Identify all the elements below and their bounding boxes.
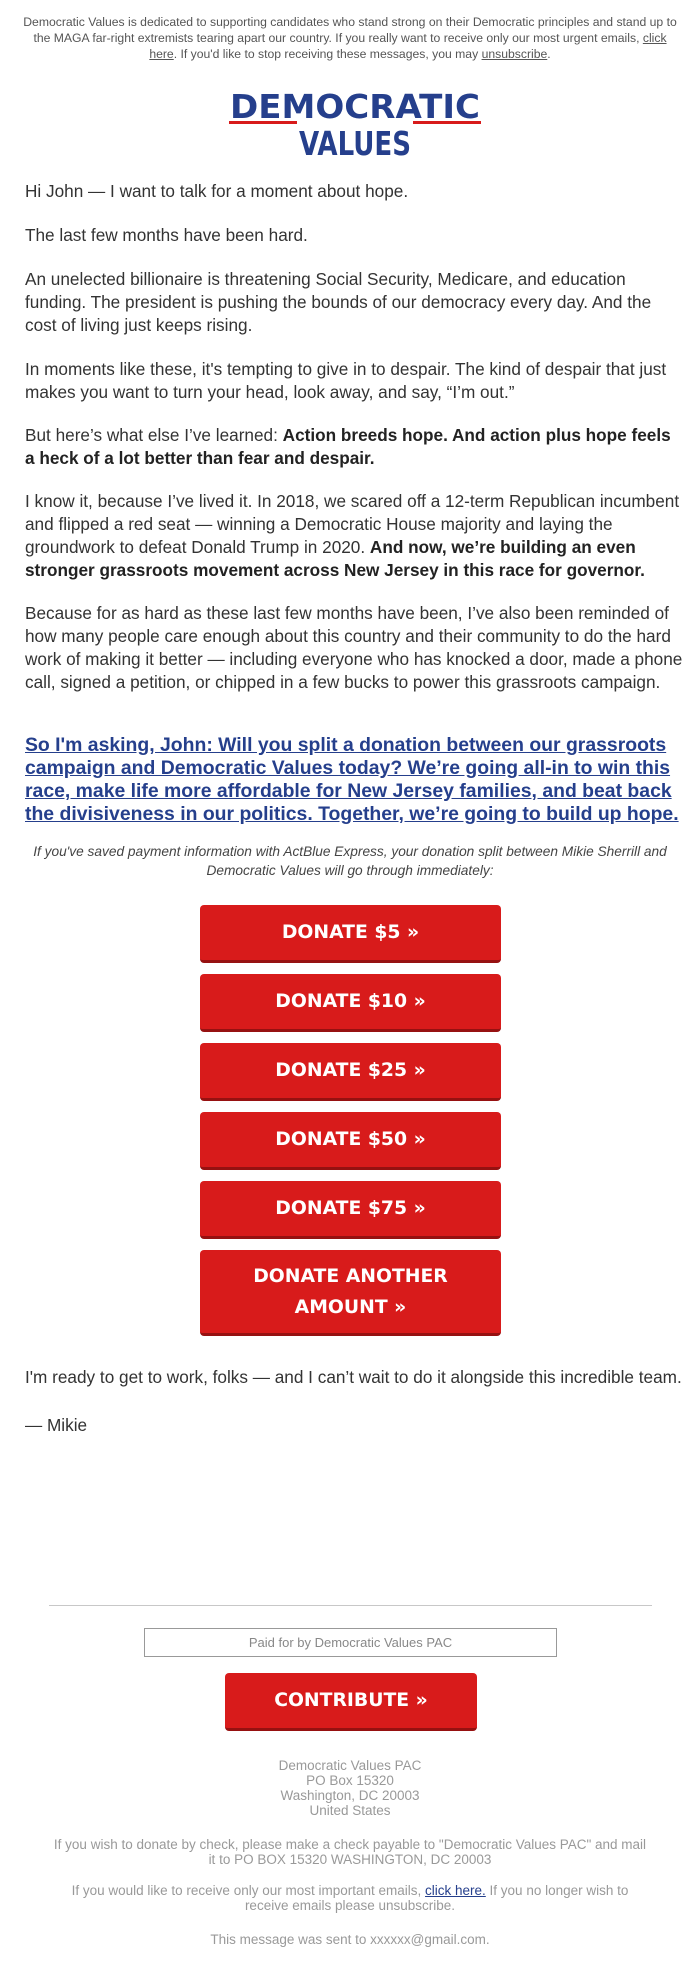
donate-25-button[interactable]: DONATE $25 » [200, 1043, 501, 1101]
closing-paragraph: I'm ready to get to work, folks — and I can’t wait to do it alongside this incredible team. [25, 1367, 682, 1387]
email-preferences-note [50, 1883, 650, 1913]
address-line: United States [309, 1803, 391, 1818]
paragraph-2: The last few months have been hard. [25, 225, 308, 245]
urgent-emails-link[interactable]: click here [149, 31, 667, 61]
paragraph-7: Because for as hard as these last few months have been, I’ve also been reminded of how many people care enough about this country and their community to do the hard work of making it better — including everyone who has knocked a door, made a phone call, signed a petition, or chipped in a few bucks to power this grassroots campaign. [25, 603, 683, 692]
email-preferences-text: If you would like to receive only our most important emails, [71, 1883, 426, 1898]
address-line: PO Box 15320 [306, 1773, 394, 1788]
address-line: Washington, DC 20003 [280, 1788, 420, 1803]
preheader [20, 14, 680, 62]
donation-ask-link[interactable]: So I'm asking, John: Will you split a donation between our grassroots campaign and Democratic Values today? We’re going all-in to win this race, make life more affordable for New Jersey families, and beat back the divisiveness in our politics. Together, we’re going to build up hope. [25, 734, 679, 825]
actblue-note: If you've saved payment information with ActBlue Express, your donation split between Mikie Sherrill and Democratic Values will go through immediately: [33, 844, 667, 878]
important-emails-link[interactable]: click here. [425, 1883, 486, 1898]
donation-ask [25, 734, 685, 826]
paid-for-disclaimer: Paid for by Democratic Values PAC [144, 1628, 557, 1657]
donate-50-button[interactable]: DONATE $50 » [200, 1112, 501, 1170]
donate-10-button[interactable]: DONATE $10 » [200, 974, 501, 1032]
democratic-values-logo [227, 88, 483, 160]
address-line: Democratic Values PAC [278, 1758, 422, 1773]
paragraph-4: In moments like these, it's tempting to give in to despair. The kind of despair that just makes you want to turn your head, look away, and say, “I’m out.” [25, 359, 667, 402]
donate-75-button[interactable]: DONATE $75 » [200, 1181, 501, 1239]
preheader-text-end: . [547, 47, 551, 61]
logo-line1: DEMOCRATIC [230, 88, 480, 126]
logo-line2: VALUES [299, 124, 411, 160]
paragraph-5 [25, 424, 683, 470]
paragraph-6-bold: And now, we’re building an even stronger grassroots movement across New Jersey in this race for governor. [25, 537, 645, 580]
paragraph-6 [25, 490, 683, 582]
mailing-address [50, 1758, 650, 1818]
email-preferences-text-end: If you no longer wish to receive emails please unsubscribe. [244, 1883, 629, 1913]
preheader-text-middle: . If you'd like to stop receiving these messages, you may [173, 47, 482, 61]
contribute-button[interactable]: CONTRIBUTE » [225, 1673, 477, 1731]
unsubscribe-link[interactable]: unsubscribe [481, 47, 548, 61]
donate-5-button[interactable]: DONATE $5 » [200, 905, 501, 963]
signoff: — Mikie [25, 1415, 88, 1435]
donate-other-amount-button[interactable]: DONATE ANOTHER AMOUNT » [200, 1250, 501, 1336]
paragraph-5-text: But here’s what else I’ve learned: [25, 425, 283, 445]
paragraph-3: An unelected billionaire is threatening Social Security, Medicare, and education funding. The president is pushing the bounds of our democracy every day. And the cost of living just keeps rising. [25, 269, 652, 335]
paragraph-5-bold: Action breeds hope. And action plus hope feels a heck of a lot better than fear and despair. [25, 425, 671, 468]
footer-divider [49, 1605, 652, 1606]
preheader-text: Democratic Values is dedicated to supporting candidates who stand strong on their Democratic principles and stand up to the MAGA far-right extremists tearing apart our country. If you really want to receive only our most urgent emails, [23, 15, 677, 45]
greeting: Hi John — I want to talk for a moment about hope. [25, 181, 409, 201]
paragraph-6-text: I know it, because I’ve lived it. In 2018, we scared off a 12-term Republican incumbent and flipped a red seat — winning a Democratic House majority and laying the groundwork to defeat Donald Trump in 2020. [25, 491, 680, 557]
sent-to-note: This message was sent to xxxxxx@gmail.com. [210, 1932, 490, 1947]
check-donation-note: If you wish to donate by check, please make a check payable to "Democratic Values PAC" and mail it to PO BOX 15320 WASHINGTON, DC 20003 [53, 1837, 647, 1867]
